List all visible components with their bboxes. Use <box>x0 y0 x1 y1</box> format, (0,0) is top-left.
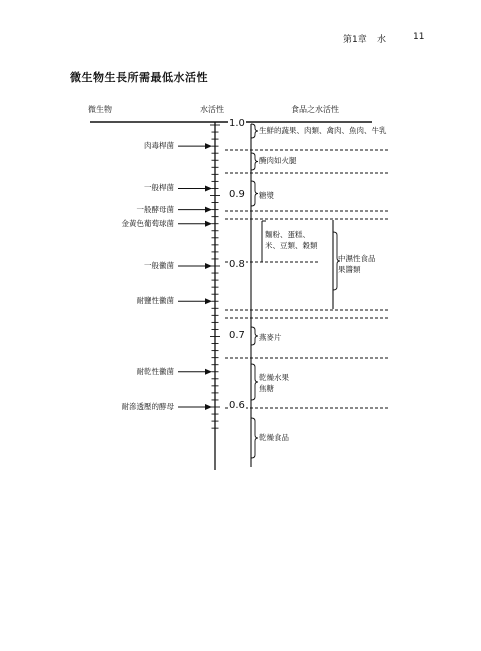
aw-column-header: 水活性 <box>200 105 224 114</box>
food-label: 乾燥水果 <box>259 373 289 382</box>
microbe-label: 金黃色葡萄球菌 <box>121 218 174 228</box>
food-label: 中濕性食品 <box>338 254 376 263</box>
food-label: 乾燥食品 <box>259 433 289 442</box>
microbe-label: 一般桿菌 <box>144 183 174 193</box>
aw-label-0-9: 0.9 <box>229 188 245 200</box>
food-label: 焦糖 <box>259 384 274 393</box>
chapter-label: 第1章 <box>343 35 367 45</box>
aw-label-0-8: 0.8 <box>229 259 245 270</box>
food-label: 米、豆類、穀類 <box>265 241 318 250</box>
microbe-label: 耐乾性黴菌 <box>136 366 174 376</box>
food-label: 麵粉、蛋糕、 <box>265 230 310 239</box>
microbe-label: 耐鹽性黴菌 <box>136 296 174 306</box>
food-brace <box>251 364 258 400</box>
food-label: 生鮮的蔬果、肉類、禽肉、魚肉、牛乳 <box>259 126 387 135</box>
food-brace <box>251 327 258 345</box>
food-brace <box>251 153 258 170</box>
food-label: 燕麥片 <box>259 333 282 342</box>
food-brace <box>251 418 258 458</box>
microbe-arrowhead <box>205 263 212 269</box>
food-label: 醃肉如火腿 <box>259 156 297 165</box>
microbe-label: 耐滲透壓的酵母 <box>121 402 174 411</box>
microbe-column-header: 微生物 <box>88 105 112 114</box>
microbe-arrowhead <box>205 298 212 304</box>
microbe-arrowhead <box>205 185 212 191</box>
page-number: 11 <box>413 32 425 42</box>
microbe-arrowhead <box>205 207 212 213</box>
microbe-label: 一般酵母菌 <box>136 204 174 214</box>
aw-label-0-7: 0.7 <box>229 329 245 341</box>
food-label: 糖漿 <box>259 191 274 200</box>
food-column-header: 食品之水活性 <box>291 105 339 114</box>
diagram-title: 微生物生長所需最低水活性 <box>70 71 208 84</box>
subject-label: 水 <box>377 35 387 45</box>
food-brace <box>251 124 258 138</box>
microbe-label: 肉毒桿菌 <box>144 141 174 151</box>
microbe-label: 一般黴菌 <box>144 261 174 270</box>
microbe-arrowhead <box>205 369 212 375</box>
aw-label-0-6: 0.6 <box>229 400 245 411</box>
food-brace <box>251 181 258 206</box>
microbe-arrowhead <box>205 404 212 410</box>
aw-label-1-0: 1.0 <box>229 118 245 129</box>
microbe-arrowhead <box>205 143 212 149</box>
food-label: 果醬類 <box>338 265 361 274</box>
microbe-arrowhead <box>205 221 212 227</box>
